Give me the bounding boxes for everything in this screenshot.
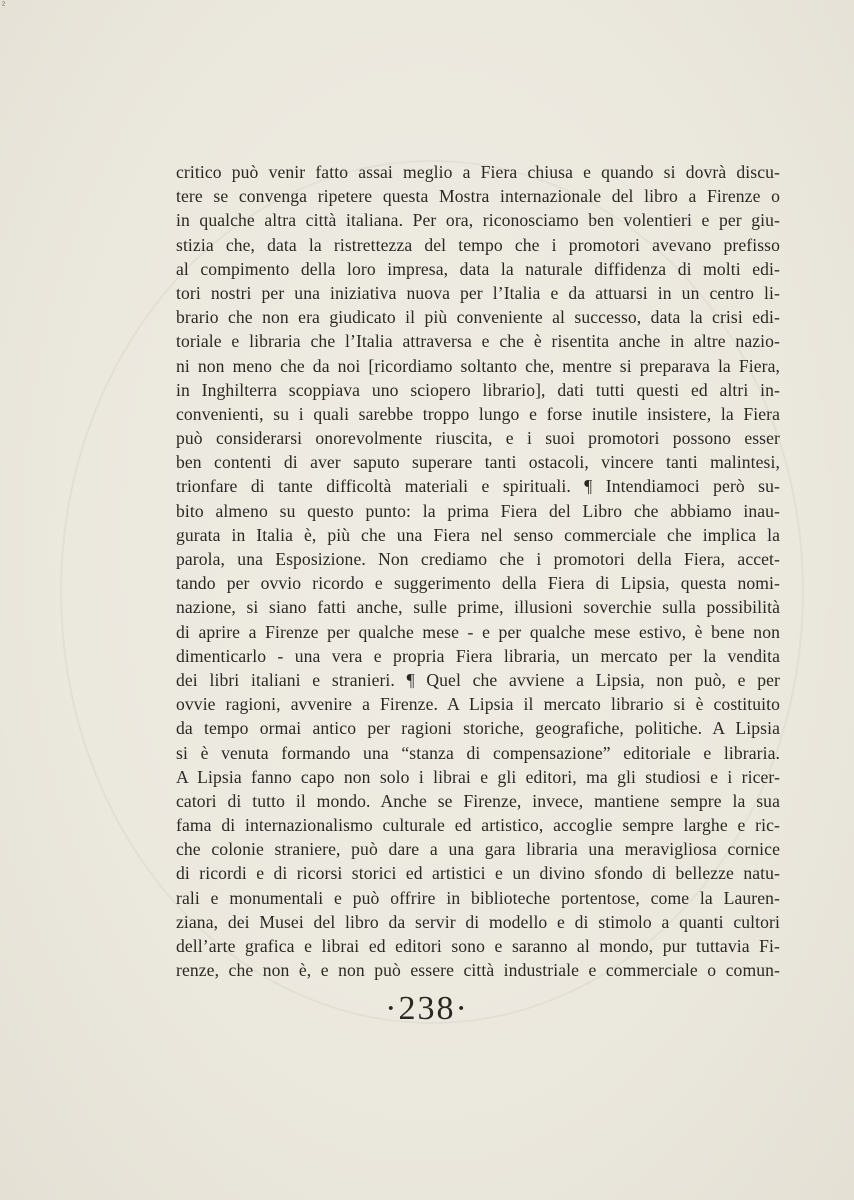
text-line: può considerarsi onorevolmente riuscita, e i suoi promotori possono esser (176, 428, 780, 449)
text-line: catori di tutto il mondo. Anche se Firenze, invece, mantiene sempre la sua (176, 790, 780, 811)
text-line: ziana, dei Musei del libro da servir di modello e di stimolo a quanti cultori (176, 911, 780, 932)
text-line: dimenticarlo - una vera e propria Fiera libraria, un mercato per la vendita (176, 645, 780, 666)
body-text (176, 160, 780, 982)
text-line: tere se convenga ripetere questa Mostra internazionale del libro a Firenze o (176, 186, 780, 207)
text-line: nazione, si siano fatti anche, sulle prime, illusioni soverchie sulla possibilità (176, 597, 780, 618)
corner-mark: ² (2, 0, 5, 11)
text-line: tori nostri per una iniziativa nuova per l’Italia e da attuarsi in un centro li- (176, 282, 780, 303)
text-line: ni non meno che da noi [ricordiamo soltanto che, mentre si preparava la Fiera, (176, 355, 780, 376)
text-line: ovvie ragioni, avvenire a Firenze. A Lipsia il mercato librario si è costituito (176, 694, 780, 715)
text-line: renze, che non è, e non può essere città industriale e commerciale o comun- (176, 960, 780, 981)
text-line: da tempo ormai antico per ragioni storiche, geografiche, politiche. A Lipsia (176, 718, 780, 739)
text-line: che colonie straniere, può dare a una gara libraria una meravigliosa cornice (176, 839, 780, 860)
text-line: dell’arte grafica e librai ed editori sono e saranno al mondo, pur tuttavia Fi- (176, 936, 780, 956)
text-line: stizia che, data la ristrettezza del tempo che i promotori avevano prefisso (176, 234, 780, 255)
text-line: bito almeno su questo punto: la prima Fiera del Libro che abbiamo inau- (176, 500, 780, 521)
text-line: dei libri italiani e stranieri. ¶ Quel che avviene a Lipsia, non può, e per (176, 669, 780, 690)
text-line: di ricordi e di ricorsi storici ed artistici e un divino sfondo di bellezze natu- (176, 863, 780, 884)
text-line: in qualche altra città italiana. Per ora, riconosciamo ben volentieri e per giu- (176, 210, 780, 231)
text-line: brario che non era giudicato il più conveniente al successo, data la crisi edi- (176, 307, 780, 328)
text-line: in Inghilterra scoppiava uno sciopero librario], dati tutti questi ed altri in- (176, 379, 780, 400)
text-line: parola, una Esposizione. Non crediamo che i promotori della Fiera, accet- (176, 549, 780, 569)
text-line: tando per ovvio ricordo e suggerimento della Fiera di Lipsia, questa nomi- (176, 573, 780, 594)
text-line: gurata in Italia è, più che una Fiera nel senso commerciale che implica la (176, 524, 780, 545)
text-line: toriale e libraria che l’Italia attraversa e che è risentita anche in altre nazio- (176, 331, 780, 352)
text-line: rali e monumentali e può offrire in biblioteche portentose, come la Lauren- (176, 887, 780, 908)
text-line: ben contenti di aver saputo superare tanti ostacoli, vincere tanti malintesi, (176, 452, 780, 473)
text-line: di aprire a Firenze per qualche mese - e per qualche mese estivo, è bene non (176, 621, 780, 642)
text-line: trionfare di tante difficoltà materiali e spirituali. ¶ Intendiamoci però su- (176, 476, 780, 497)
text-line: A Lipsia fanno capo non solo i librai e gli editori, ma gli studiosi e i ricer- (176, 766, 780, 787)
text-line: critico può venir fatto assai meglio a Fiera chiusa e quando si dovrà discu- (176, 162, 780, 182)
page-number: ·238· (385, 990, 469, 1027)
text-line: fama di internazionalismo culturale ed artistico, accoglie sempre larghe e ric- (176, 815, 780, 836)
text-line: al compimento della loro impresa, data la naturale diffidenza di molti edi- (176, 258, 780, 279)
text-line: convenienti, su i quali sarebbe troppo lungo e forse inutile insistere, la Fiera (176, 403, 780, 424)
text-line: si è venuta formando una “stanza di compensazione” editoriale e libraria. (176, 742, 780, 763)
